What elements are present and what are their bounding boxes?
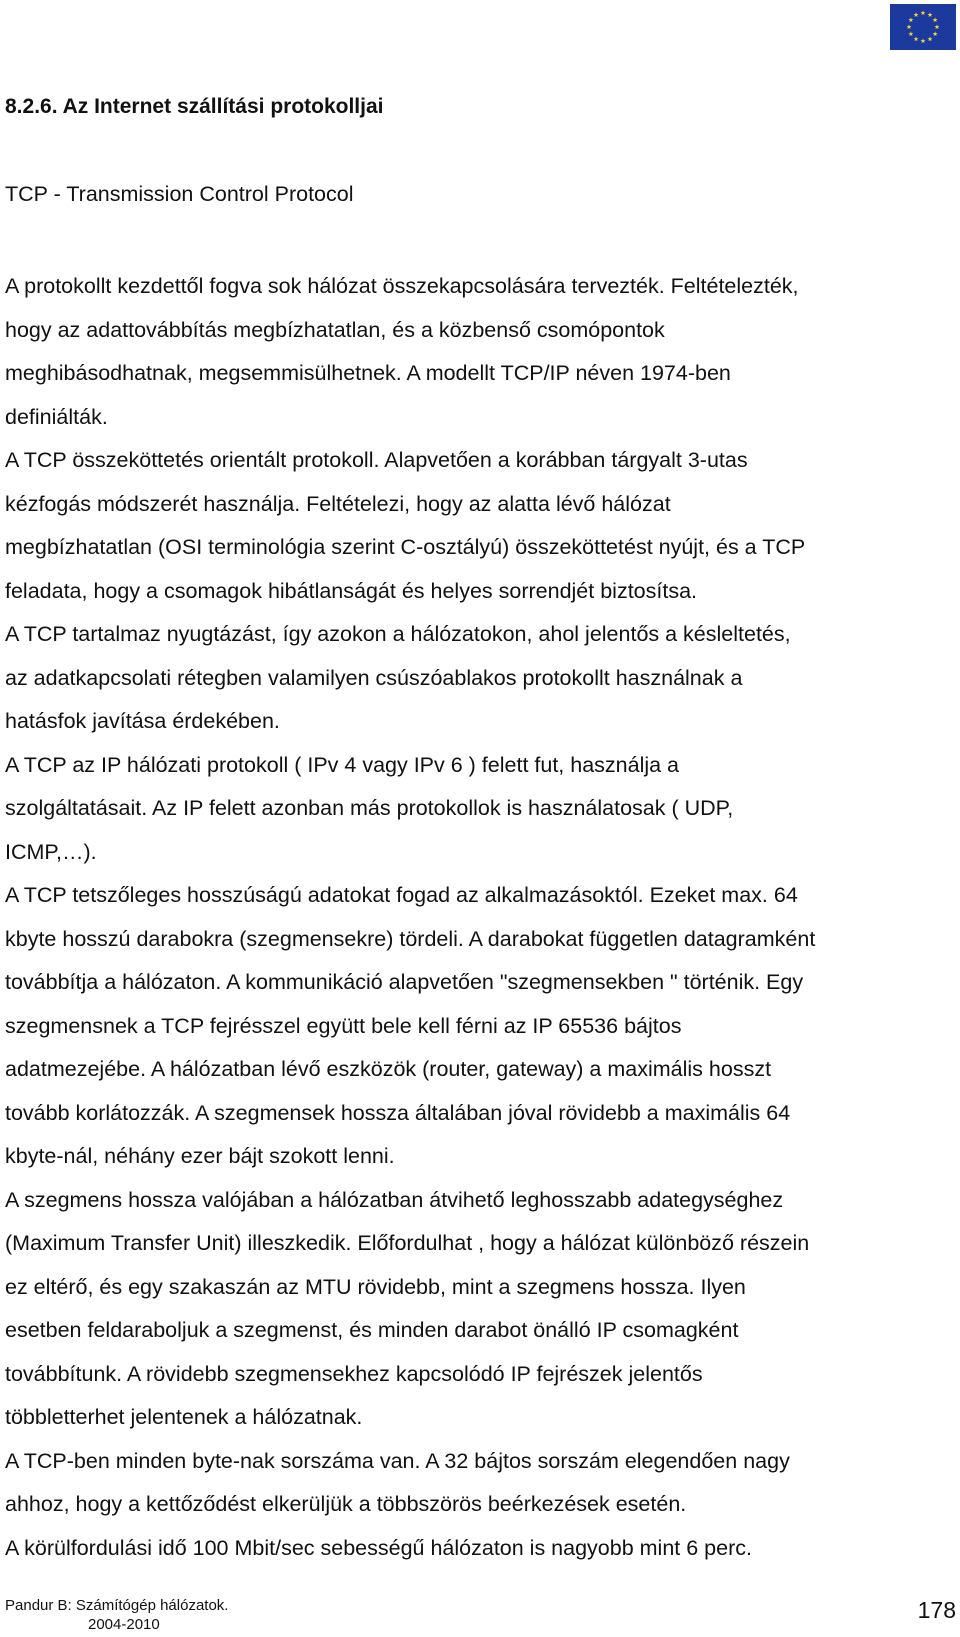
body-line: esetben feldaraboljuk a szegmenst, és minden darabot önálló IP csomagként [5, 1318, 739, 1342]
body-line: ahhoz, hogy a kettőződést elkerüljük a többszörös beérkezések esetén. [5, 1492, 687, 1516]
body-line: A körülfordulási idő 100 Mbit/sec sebességű hálózaton is nagyobb mint 6 perc. [5, 1535, 752, 1560]
body-line: továbbítja a hálózaton. A kommunikáció alapvetően "szegmensekben " történik. Egy [5, 970, 804, 994]
body-line: ICMP,…). [5, 839, 97, 864]
body-line: A TCP tetszőleges hosszúságú adatokat fogad az alkalmazásoktól. Ezeket max. 64 [5, 883, 798, 907]
footer-author: Pandur B: Számítógép hálózatok. [5, 1597, 229, 1614]
body-line: megbízhatatlan (OSI terminológia szerint C-osztályú) összeköttetést nyújt, és a TCP [5, 535, 806, 559]
body-line: szegmensnek a TCP fejrésszel együtt bele kell férni az IP 65536 bájtos [5, 1013, 682, 1038]
section-subheading: TCP - Transmission Control Protocol [5, 182, 354, 206]
footer-years: 2004-2010 [88, 1616, 160, 1633]
body-line: A TCP tartalmaz nyugtázást, így azokon a hálózatokon, ahol jelentős a késleltetés, [5, 622, 791, 646]
body-line: többletterhet jelentenek a hálózatnak. [5, 1405, 363, 1429]
body-line: adatmezejébe. A hálózatban lévő eszközök (router, gateway) a maximális hosszt [5, 1057, 772, 1081]
body-line: kbyte-nál, néhány ezer bájt szokott lenni. [5, 1144, 395, 1168]
eu-flag-icon [890, 4, 956, 50]
body-line: hatásfok javítása érdekében. [5, 709, 280, 733]
body-line: kézfogás módszerét használja. Feltételezi, hogy az alatta lévő hálózat [5, 491, 671, 516]
body-line: (Maximum Transfer Unit) illeszkedik. Előfordulhat , hogy a hálózat különböző részein [5, 1231, 810, 1255]
body-line: A szegmens hossza valójában a hálózatban átvihető leghosszabb adategységhez [5, 1187, 784, 1212]
body-line: kbyte hosszú darabokra (szegmensekre) tördeli. A darabokat független datagramként [5, 926, 816, 951]
body-line: ez eltérő, és egy szakaszán az MTU rövidebb, mint a szegmens hossza. Ilyen [5, 1274, 746, 1299]
body-line: szolgáltatásait. Az IP felett azonban más protokollok is használatosak ( UDP, [5, 796, 734, 820]
page-number: 178 [917, 1597, 956, 1623]
body-text [5, 265, 957, 1570]
section-heading: 8.2.6. Az Internet szállítási protokolljai [5, 95, 384, 118]
body-line: feladata, hogy a csomagok hibátlanságát és helyes sorrendjét biztosítsa. [5, 578, 697, 603]
body-line: definiálták. [5, 404, 108, 429]
body-line: A TCP összeköttetés orientált protokoll. Alapvetően a korábban tárgyalt 3-utas [5, 448, 748, 472]
body-line: A protokollt kezdettől fogva sok hálózat összekapcsolására tervezték. Feltételezték, [5, 274, 799, 298]
body-line: meghibásodhatnak, megsemmisülhetnek. A modellt TCP/IP néven 1974-ben [5, 361, 731, 385]
body-line: A TCP az IP hálózati protokoll ( IPv 4 vagy IPv 6 ) felett fut, használja a [5, 752, 680, 777]
body-line: hogy az adattovábbítás megbízhatatlan, és a közbenső csomópontok [5, 317, 665, 342]
body-line: továbbítunk. A rövidebb szegmensekhez kapcsolódó IP fejrészek jelentős [5, 1361, 703, 1386]
body-line: az adatkapcsolati rétegben valamilyen csúszóablakos protokollt használnak a [5, 665, 743, 690]
body-line: A TCP-ben minden byte-nak sorszáma van. A 32 bájtos sorszám elegendően nagy [5, 1448, 790, 1473]
body-line: tovább korlátozzák. A szegmensek hossza általában jóval rövidebb a maximális 64 [5, 1100, 791, 1125]
eu-flag-graphic [890, 4, 956, 50]
